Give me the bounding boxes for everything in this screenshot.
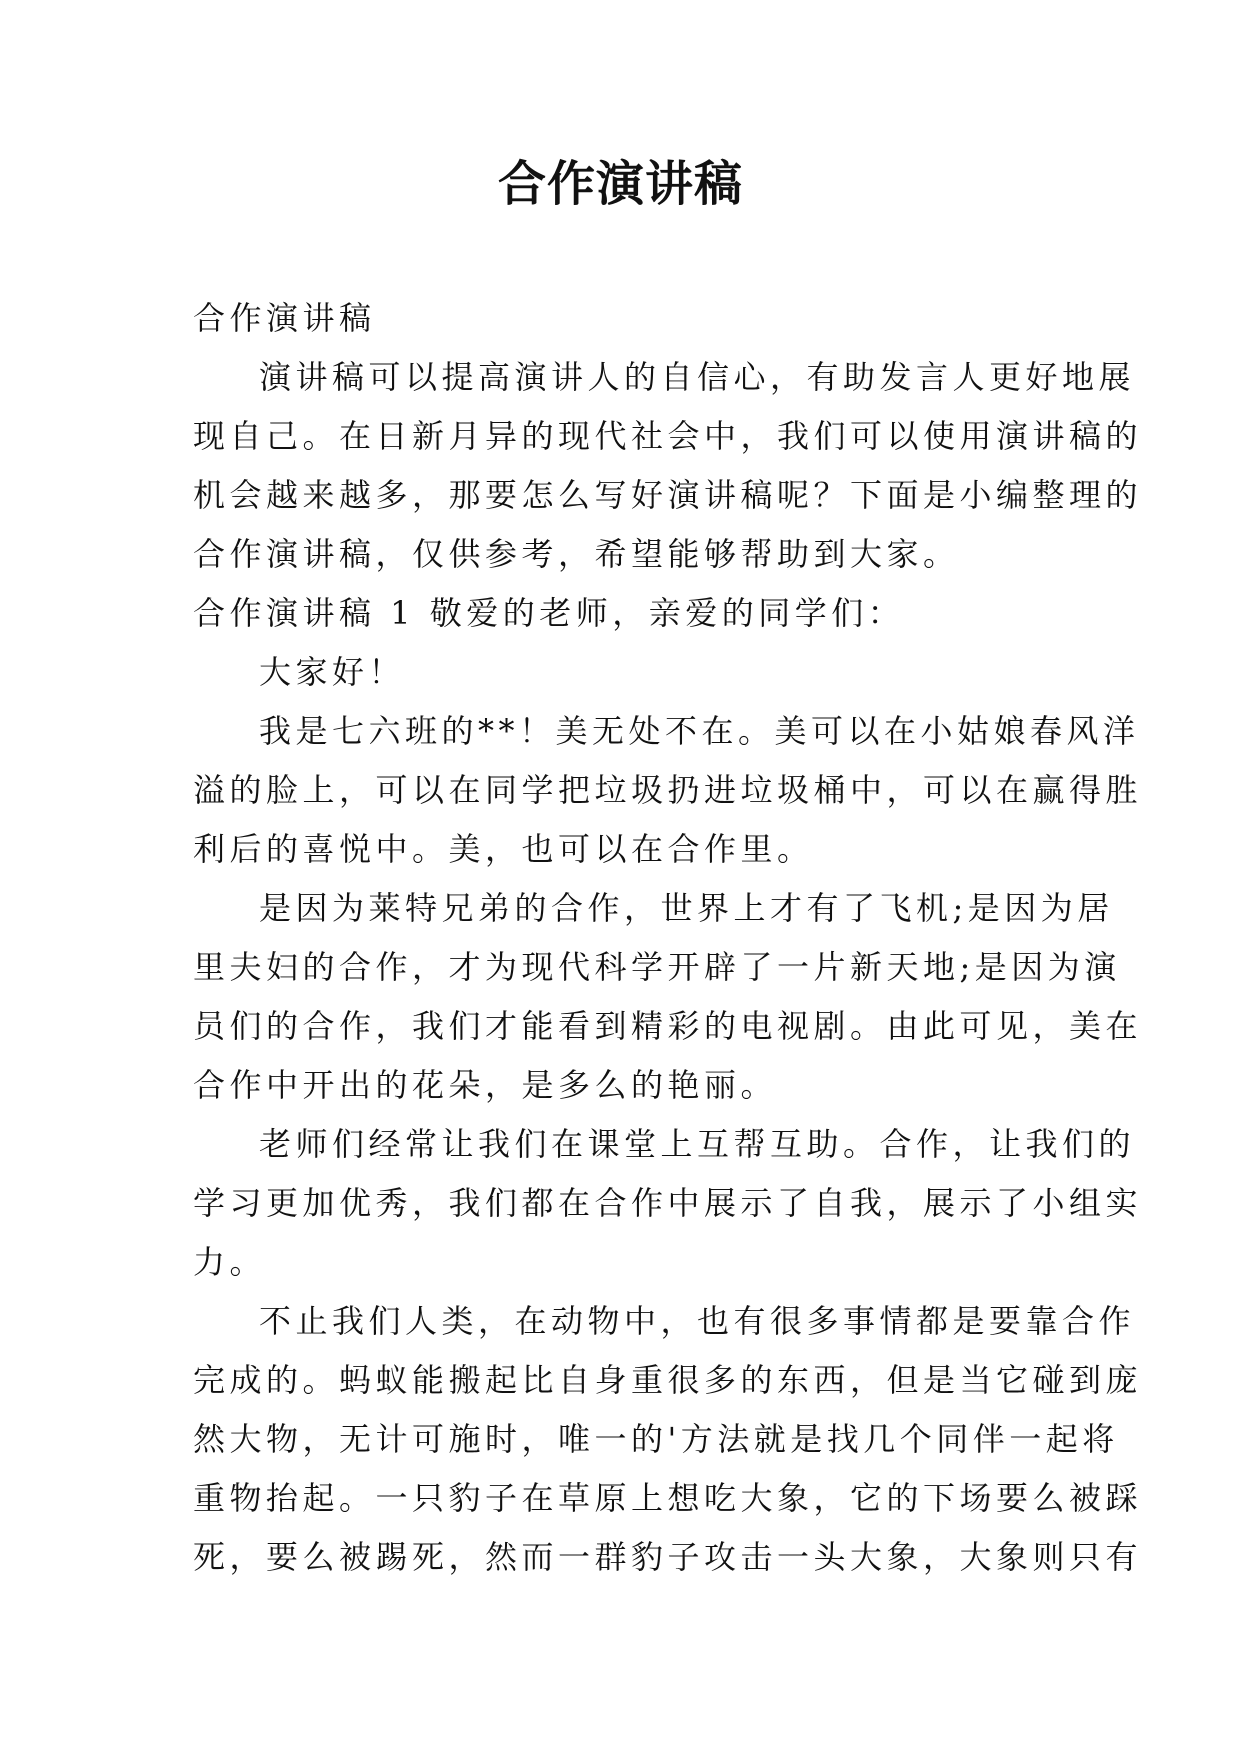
document-body	[193, 289, 1143, 1587]
text-line: 机会越来越多，那要怎么写好演讲稿呢？下面是小编整理的	[193, 476, 1143, 514]
text-line: 学习更加优秀，我们都在合作中展示了自我，展示了小组实	[193, 1184, 1143, 1222]
text-line: 大家好！	[259, 653, 406, 691]
document-title: 合作演讲稿	[497, 156, 743, 212]
text-line: 死，要么被踢死，然而一群豹子攻击一头大象，大象则只有	[193, 1538, 1143, 1576]
text-line: 是因为莱特兄弟的合作，世界上才有了飞机;是因为居	[259, 889, 1114, 927]
text-line: 我是七六班的**！美无处不在。美可以在小姑娘春风洋	[259, 712, 1140, 750]
text-line: 完成的。蚂蚁能搬起比自身重很多的东西，但是当它碰到庞	[193, 1361, 1143, 1399]
text-line: 现自己。在日新月异的现代社会中，我们可以使用演讲稿的	[193, 417, 1143, 455]
text-line: 老师们经常让我们在课堂上互帮互助。合作，让我们的	[259, 1125, 1136, 1163]
text-line: 溢的脸上，可以在同学把垃圾扔进垃圾桶中，可以在赢得胜	[193, 771, 1143, 809]
text-line: 里夫妇的合作，才为现代科学开辟了一片新天地;是因为演	[193, 948, 1121, 986]
text-line: 合作演讲稿 1 敬爱的老师，亲爱的同学们：	[193, 594, 905, 632]
text-line: 演讲稿可以提高演讲人的自信心，有助发言人更好地展	[259, 358, 1136, 396]
text-line: 重物抬起。一只豹子在草原上想吃大象，它的下场要么被踩	[193, 1479, 1143, 1517]
text-line: 合作演讲稿	[193, 299, 376, 337]
text-line: 合作中开出的花朵，是多么的艳丽。	[193, 1066, 778, 1104]
text-line: 不止我们人类，在动物中，也有很多事情都是要靠合作	[259, 1302, 1136, 1340]
text-line: 员们的合作，我们才能看到精彩的电视剧。由此可见，美在	[193, 1007, 1143, 1045]
text-line: 利后的喜悦中。美，也可以在合作里。	[193, 830, 814, 868]
text-line: 然大物，无计可施时，唯一的'方法就是找几个同伴一起将	[193, 1420, 1119, 1458]
text-line: 合作演讲稿，仅供参考，希望能够帮助到大家。	[193, 535, 960, 573]
text-line: 力。	[193, 1243, 267, 1281]
